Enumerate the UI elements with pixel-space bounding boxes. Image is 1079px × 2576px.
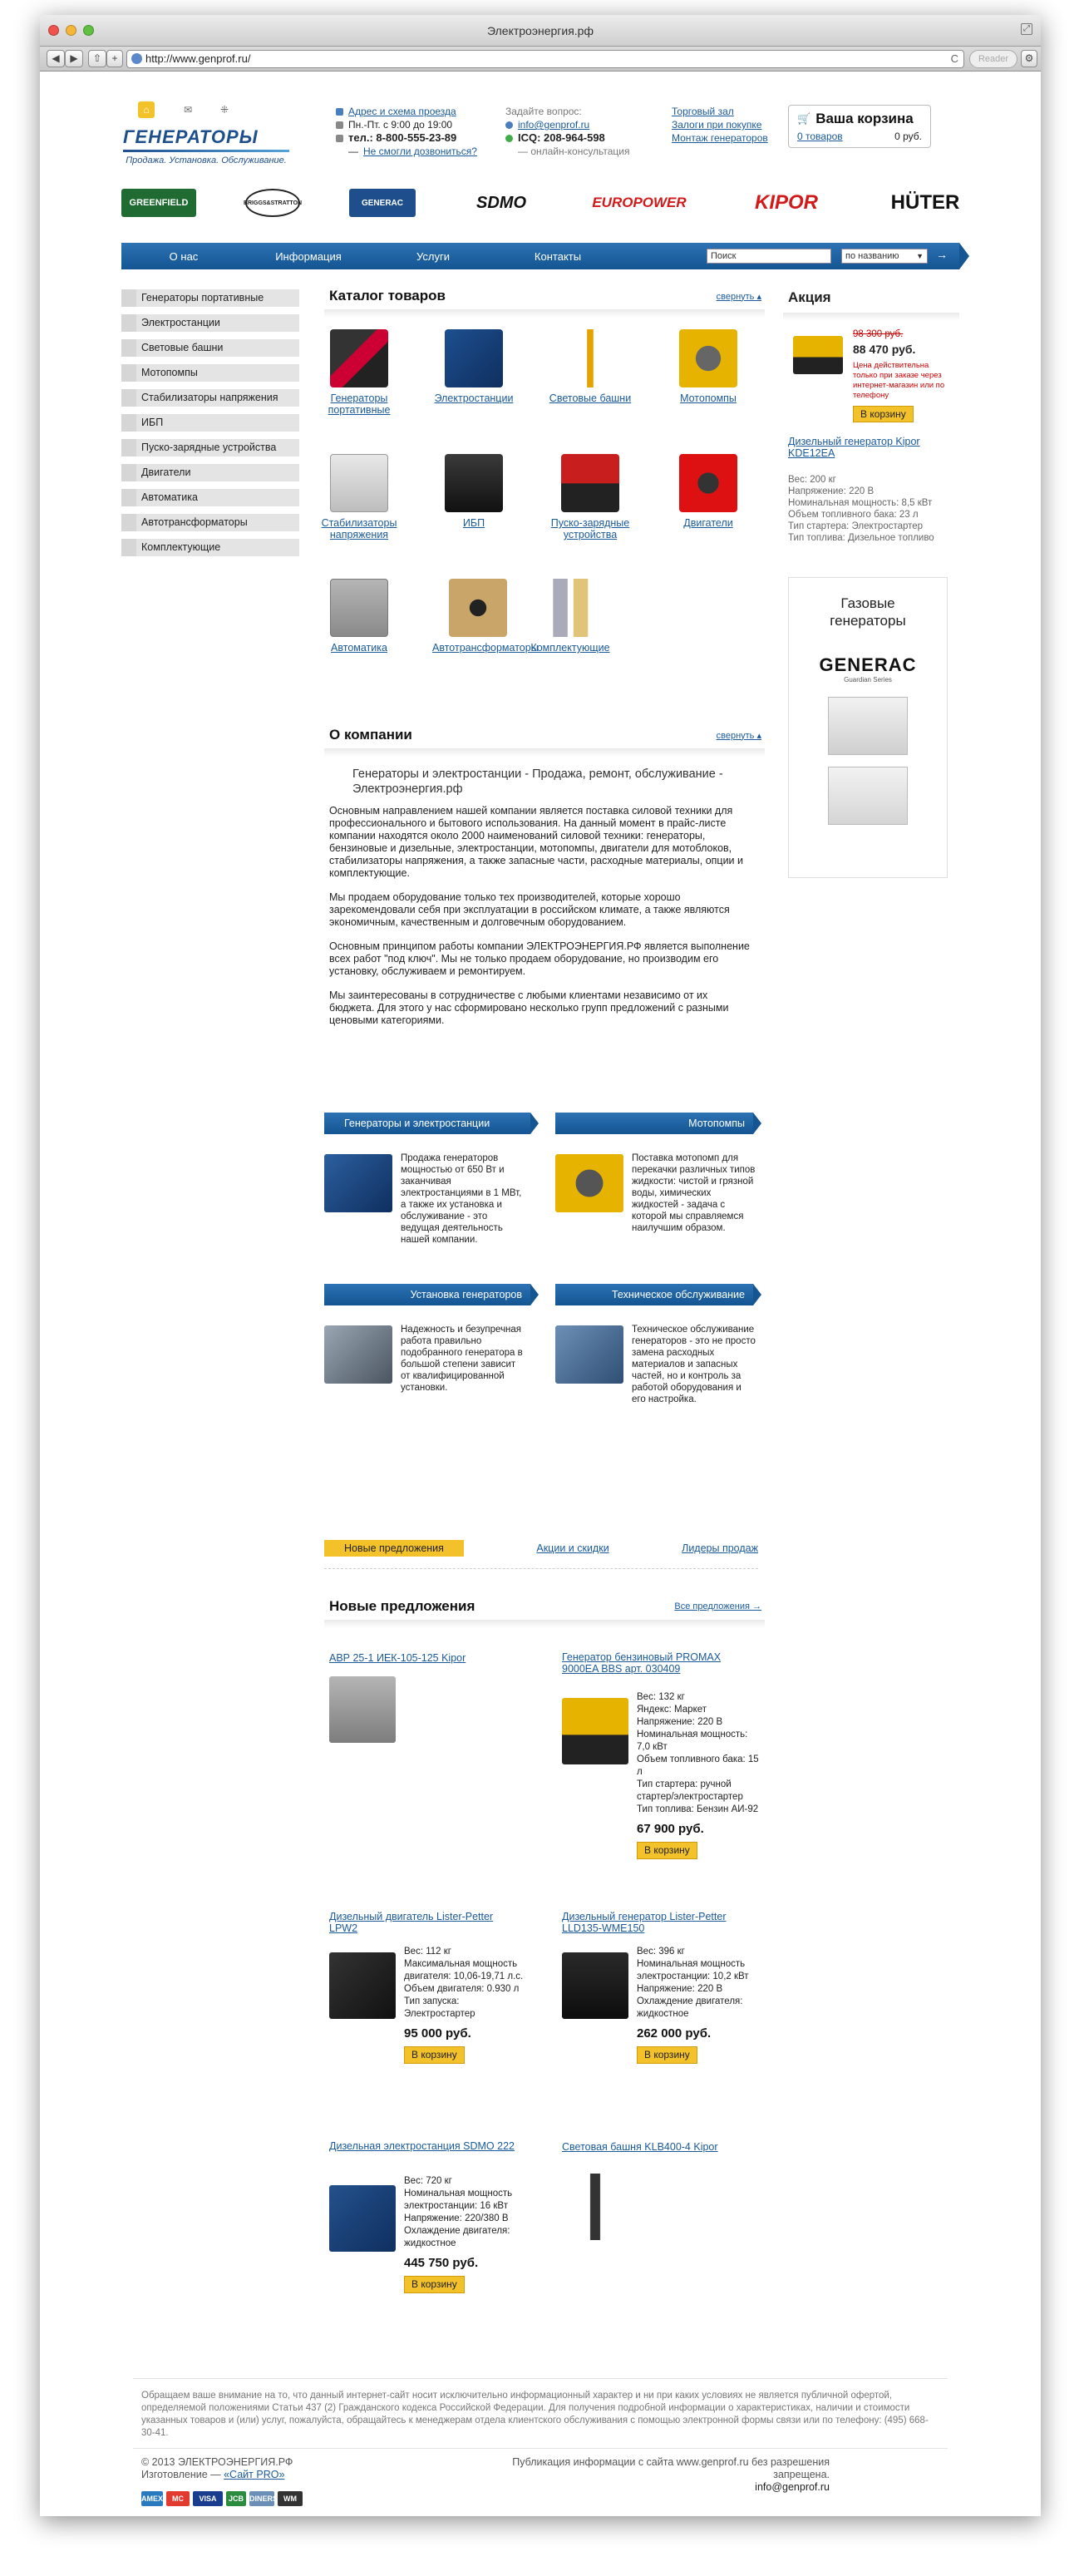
brand-generac[interactable]: GENERAC	[349, 189, 416, 217]
about-paragraph-4: Мы заинтересованы в сотрудничестве с любыми клиентами независимо от их бюджета. Для этого у нас сформировано несколько групп предложений с разными ценовыми категориями.	[329, 989, 729, 1026]
cart-widget[interactable]	[788, 105, 931, 148]
chevron-down-icon: ▼	[916, 252, 924, 260]
tabs-divider	[324, 1568, 758, 1569]
window-title: Электроэнергия.рф	[487, 24, 594, 37]
product-image[interactable]	[562, 2174, 628, 2240]
about-text	[329, 767, 753, 1039]
sidebar-item-motopumps[interactable]: Мотопомпы	[121, 364, 299, 382]
catalog-item-label: Автотрансформаторы	[432, 642, 539, 654]
promo-product-link[interactable]: Дизельный генератор Kipor KDE12EA	[788, 436, 920, 459]
product-card	[329, 2140, 529, 2373]
gas-generators-banner[interactable]	[788, 577, 948, 878]
sidebar-item-light-towers[interactable]: Световые башни	[121, 339, 299, 357]
catalog-item-label: Пуско-зарядные устройства	[550, 517, 630, 540]
product-title-link[interactable]: Генератор бензиновый PROMAX 9000EA BBS арт. 030409	[562, 1651, 722, 1675]
promo-specs	[788, 474, 954, 544]
about-paragraph-1: Основным направлением нашей компании является поставка силовой техники для профессионального и бытового использования. На данный момент в прайс-листе компании находятся около 2000 наименований силовой техники: генераторы, бензиновые и дизельные, электростанции, мотопомпы, двигатели для мотоблоков, стабилизаторы напряжения, а также запасные части, расходные материалы, опции и комплектующие.	[329, 805, 743, 879]
title-bar	[40, 15, 1041, 47]
product-specs: Вес: 396 кг Номинальная мощность электростанции: 10,2 кВт Напряжение: 220 В Охлаждение двигателя: жидкостное 262 000 руб. В корзину	[637, 1946, 761, 2064]
ask-label: Задайте вопрос:	[505, 106, 582, 117]
product-price: 445 750 руб.	[404, 2256, 479, 2270]
promo-note: Цена действительна только при заказе через интернет-магазин или по телефону	[853, 361, 945, 400]
sidebar-item-ups[interactable]: ИБП	[121, 414, 299, 432]
catalog-item-light-towers[interactable]	[549, 329, 632, 404]
catalog-item-label: Мотопомпы	[680, 392, 737, 404]
about-paragraph-3: Основным принципом работы компании ЭЛЕКТРОЭНЕРГИЯ.РФ является выполнение всех работ "под ключ". Мы не только продаем оборудование, но производим его установку, обслуживаем и ремонтируем.	[329, 940, 750, 977]
promo-old-price: 98 300 руб.	[853, 329, 904, 339]
mastercard-icon: MC	[166, 2491, 190, 2506]
promo-product-image[interactable]	[793, 336, 843, 374]
nav-item-about[interactable]: О нас	[169, 249, 199, 263]
catalog-title: Каталог товаров	[329, 288, 446, 303]
product-image[interactable]	[329, 1676, 396, 1743]
promo-title: Акция	[788, 289, 831, 305]
section-shadow	[324, 1620, 765, 1628]
service-motopumps-text: Поставка мотопомп для перекачки различных типов жидкости: чистой и грязной воды, химических жидкостей - задача с которой мы справляемся наилучшим образом.	[632, 1153, 756, 1233]
motopump-image	[679, 329, 737, 387]
promo-block	[788, 289, 954, 878]
back-button[interactable]: ◀	[47, 50, 65, 67]
catalog-item-components[interactable]	[529, 579, 612, 654]
icq-icon	[505, 135, 513, 142]
share-icon[interactable]: ⇧	[88, 50, 106, 67]
service-install-text: Надежность и безупречная работа правильно подобранного генератора в большой степени зависит от квалифицированной установки.	[401, 1325, 523, 1393]
catalog-item-autotransformers[interactable]	[432, 579, 539, 654]
product-price: 262 000 руб.	[637, 2026, 712, 2041]
new-offers-title: Новые предложения	[329, 1598, 475, 1614]
promo-spec: Напряжение: 220 В	[788, 486, 875, 496]
brand-kipor[interactable]: KIPOR	[754, 191, 818, 214]
address-bar[interactable]	[126, 50, 964, 68]
section-shadow	[324, 309, 765, 318]
footer-right	[456, 2456, 830, 2494]
callback-link[interactable]: Не смогли дозвониться?	[363, 146, 477, 157]
product-card	[329, 1911, 529, 2119]
catalog-item-label: Комплектующие	[530, 642, 610, 654]
light-tower-image	[561, 329, 619, 387]
service-install-header[interactable]: Установка генераторов	[324, 1284, 530, 1305]
add-to-cart-button[interactable]: В корзину	[404, 2046, 465, 2064]
nav-item-info[interactable]: Информация	[275, 249, 342, 263]
product-title-link[interactable]: Дизельная электростанция SDMO 222	[329, 2140, 515, 2152]
service-motopumps-image	[555, 1154, 623, 1212]
header-link-showroom[interactable]: Торговый зал	[672, 106, 734, 117]
sidebar-item-powerstations[interactable]: Электростанции	[121, 314, 299, 332]
brand-europower[interactable]: EUROPOWER	[592, 195, 687, 210]
about-header	[329, 723, 761, 747]
clock-icon	[336, 121, 343, 129]
brand-logos	[121, 186, 969, 220]
header-links	[672, 105, 788, 145]
nav-arrow-tip	[959, 243, 969, 269]
brand-huter[interactable]: HÜTER	[890, 191, 960, 214]
powerstation-image	[445, 329, 503, 387]
product-image[interactable]	[562, 1952, 628, 2019]
banner-brand-sub: Guardian Series	[844, 676, 892, 683]
amex-icon: AMEX	[141, 2491, 163, 2506]
cart-icon: 🛒	[797, 112, 811, 125]
map-pin-icon	[336, 108, 343, 116]
product-image[interactable]	[329, 2185, 396, 2252]
main-nav	[121, 243, 959, 269]
search-submit-arrow-icon[interactable]: →	[936, 248, 948, 261]
catalog-item-label: Стабилизаторы напряжения	[321, 517, 397, 540]
footer-publication-note: Публикация информации с сайта www.genprof.ru без разрешения запрещена.	[512, 2456, 830, 2480]
product-title-link[interactable]: Дизельный генератор Lister-Petter LLD135-WME150	[562, 1911, 727, 1934]
home-icon[interactable]: ⌂	[138, 101, 155, 118]
product-specs: Вес: 132 кг Яндекс: Маркет Напряжение: 220 В Номинальная мощность: 7,0 кВт Объем топливного бака: 15 л Тип стартера: ручной стартер/электростартер Тип топлива: Бензин АИ-92 67 900 руб. В корзину	[637, 1691, 761, 1859]
cart-title: Ваша корзина	[815, 111, 914, 126]
portable-generator-image	[330, 329, 388, 387]
fullscreen-icon[interactable]: ⤢	[1021, 23, 1032, 35]
nav-item-services[interactable]: Услуги	[416, 249, 450, 263]
consult-label: — онлайн-консультация	[518, 146, 630, 157]
web-page	[40, 72, 1041, 2516]
footer-copyright: © 2013 ЭЛЕКТРОЭНЕРГИЯ.РФ	[141, 2456, 293, 2468]
tab-new-offers[interactable]: Новые предложения	[324, 1540, 464, 1557]
diners-icon: DINERS	[249, 2491, 274, 2506]
browser-window	[40, 15, 1041, 2516]
section-shadow	[783, 313, 959, 321]
promo-new-price: 88 470 руб.	[853, 343, 916, 356]
sitemap-icon[interactable]: ⁜	[219, 104, 229, 116]
footer-divider	[133, 2448, 948, 2449]
visa-icon: VISA	[193, 2491, 223, 2506]
gas-generator-image	[828, 697, 908, 755]
add-to-cart-button[interactable]: В корзину	[637, 1842, 697, 1859]
sidebar	[121, 289, 299, 564]
catalog-item-powerstations[interactable]	[432, 329, 515, 404]
footer-divider	[133, 2378, 948, 2379]
service-maintenance-header[interactable]: Техническое обслуживание	[555, 1284, 753, 1305]
cart-items-link[interactable]: 0 товаров	[797, 131, 843, 142]
contacts-block: Адрес и схема проезда Пн.-Пт. с 9:00 до 19:00 тел.: 8-800-555-23-89 — Не смогли дозвониться?	[336, 105, 494, 158]
catalog-item-label: Автоматика	[331, 642, 387, 654]
add-to-cart-button[interactable]: В корзину	[637, 2046, 697, 2064]
service-generators-image	[324, 1154, 392, 1212]
catalog-item-stabilizers[interactable]	[318, 454, 401, 540]
url-text: http://www.genprof.ru/	[145, 52, 251, 65]
site-logo[interactable]	[123, 126, 289, 166]
catalog-item-motopumps[interactable]	[667, 329, 750, 404]
tab-leaders[interactable]: Лидеры продаж	[682, 1542, 758, 1554]
tab-sales[interactable]: Акции и скидки	[536, 1542, 609, 1554]
engine-image	[679, 454, 737, 512]
promo-spec: Тип топлива: Дизельное топливо	[788, 533, 934, 543]
brand-sdmo[interactable]: SDMO	[476, 193, 526, 212]
catalog-item-ups[interactable]	[432, 454, 515, 529]
product-title-link[interactable]: Дизельный двигатель Lister-Petter LPW2	[329, 1911, 494, 1934]
mail-icon[interactable]: ✉	[183, 104, 193, 116]
product-card	[562, 1911, 761, 2119]
footer-email[interactable]: info@genprof.ru	[755, 2481, 830, 2493]
header-link-deposit[interactable]: Залоги при покупке	[672, 119, 762, 131]
search-input[interactable]: Поиск	[707, 249, 831, 264]
catalog-header	[329, 284, 761, 308]
email-icon	[505, 121, 513, 129]
sidebar-item-autotransformers[interactable]: Автотрансформаторы	[121, 514, 299, 531]
sidebar-item-components[interactable]: Комплектующие	[121, 539, 299, 556]
about-collapse-link[interactable]: свернуть ▴	[716, 730, 761, 741]
catalog-item-label: ИБП	[462, 517, 485, 529]
globe-icon	[131, 53, 142, 64]
about-lead: Генераторы и электростанции - Продажа, ремонт, обслуживание - Электроэнергия.рф	[352, 767, 723, 796]
catalog-item-portable[interactable]	[318, 329, 401, 416]
sort-value: по названию	[845, 251, 899, 261]
footer-made-by: Изготовление —	[141, 2469, 221, 2480]
footer-made-by-link[interactable]: «Сайт PRO»	[224, 2469, 285, 2480]
cart-sum: 0 руб.	[894, 131, 922, 142]
logo-tagline: Продажа. Установка. Обслуживание.	[126, 155, 287, 165]
browser-toolbar	[40, 47, 1041, 72]
product-image[interactable]	[562, 1698, 628, 1764]
logo-text: ГЕНЕРАТОРЫ	[123, 126, 259, 147]
service-motopumps-header[interactable]: Мотопомпы	[555, 1113, 753, 1134]
about-title: О компании	[329, 727, 412, 743]
product-title-link[interactable]: АВР 25-1 ИЕК-105-125 Kipor	[329, 1652, 466, 1664]
catalog-item-label: Электростанции	[434, 392, 514, 404]
autotransformer-image	[449, 579, 507, 637]
promo-spec: Объем топливного бака: 23 л	[788, 510, 919, 520]
payment-logos	[141, 2491, 303, 2506]
banner-brand: GENERAC	[819, 654, 917, 675]
footer-disclaimer: Обращаем ваше внимание на то, что данный интернет-сайт носит исключительно информационный характер и ни при каких условиях не является публичной офертой, определяемой положениями Статьи 437 (2) Гражданского кодекса Российской Федерации. Для получения подробной информации о характеристиках, наличии и стоимости указанных товаров и (или) услуг, пожалуйста, обращайтесь к менеджерам отдела клиентского обслуживания с помощью электронной формы связи или по телефону: (495) 668-30-41.	[141, 2391, 929, 2438]
sidebar-item-engines[interactable]: Двигатели	[121, 464, 299, 481]
promo-spec: Тип стартера: Электростартер	[788, 521, 924, 531]
banner-title: Газовые генераторы	[830, 595, 906, 629]
promo-add-to-cart-button[interactable]: В корзину	[853, 406, 914, 422]
brand-briggs[interactable]: BRIGGS&STRATTON	[245, 189, 300, 217]
catalog-item-label: Генераторы портативные	[328, 392, 391, 416]
nav-item-contacts[interactable]: Контакты	[534, 249, 582, 263]
logo-swoosh	[123, 150, 289, 152]
footer-left	[141, 2456, 293, 2481]
sidebar-item-chargers[interactable]: Пуско-зарядные устройства	[121, 439, 299, 456]
catalog-collapse-link[interactable]: свернуть ▴	[716, 291, 761, 302]
about-paragraph-2: Мы продаем оборудование только тех производителей, которые хорошо зарекомендовали себя при эксплуатации в российском климате, а также являются экономичным, качественным и долговечным оборудованием.	[329, 891, 730, 928]
catalog-item-automation[interactable]	[318, 579, 401, 654]
promo-spec: Номинальная мощность: 8,5 кВт	[788, 498, 933, 508]
jcb-icon: JCB	[226, 2491, 246, 2506]
promo-spec: Вес: 200 кг	[788, 475, 836, 485]
sidebar-item-stabilizers[interactable]: Стабилизаторы напряжения	[121, 389, 299, 407]
email-link[interactable]: info@genprof.ru	[518, 119, 590, 131]
service-generators-text: Продажа генераторов мощностью от 650 Вт и заканчивая электростанциями в 1 МВт, а также их установка и обслуживание - это ведущая деятельность нашей компании.	[401, 1153, 522, 1245]
service-maintenance-image	[555, 1325, 623, 1384]
service-maintenance-text: Техническое обслуживание генераторов - это не просто замена расходных материалов и запасных частей, но и контроль за работой оборудования и его настройка.	[632, 1325, 756, 1404]
product-specs: Вес: 112 кг Максимальная мощность двигателя: 10,06-19,71 л.с. Объем двигателя: 0.930 л Тип запуска: Электростартер 95 000 руб. В корзину	[404, 1946, 529, 2064]
reader-button[interactable]: Reader	[969, 50, 1017, 68]
new-offers-header	[329, 1595, 761, 1618]
reload-icon[interactable]: C	[950, 52, 958, 65]
catalog-item-chargers[interactable]	[549, 454, 632, 540]
sidebar-item-automation[interactable]: Автоматика	[121, 489, 299, 506]
product-title-link[interactable]: Световая башня KLB400-4 Kipor	[562, 2141, 718, 2153]
icq-number: ICQ: 208-964-598	[518, 131, 605, 144]
ups-image	[445, 454, 503, 512]
header-link-install[interactable]: Монтаж генераторов	[672, 132, 768, 144]
catalog-item-label: Световые башни	[549, 392, 632, 404]
service-generators-header[interactable]: Генераторы и электростанции	[324, 1113, 530, 1134]
product-price: 67 900 руб.	[637, 1822, 704, 1836]
automation-cabinet-image	[330, 579, 388, 637]
components-image	[541, 579, 599, 637]
settings-gear-icon[interactable]: ⚙	[1021, 50, 1037, 67]
forward-button[interactable]: ▶	[65, 50, 83, 67]
brand-greenfield[interactable]: GREENFIELD	[121, 189, 196, 217]
offers-tabs	[324, 1537, 758, 1560]
section-shadow	[324, 748, 765, 757]
work-hours: Пн.-Пт. с 9:00 до 19:00	[348, 119, 453, 131]
stabilizer-image	[330, 454, 388, 512]
product-price: 95 000 руб.	[404, 2026, 471, 2041]
webmoney-icon: WM	[278, 2491, 303, 2506]
add-bookmark-button[interactable]: +	[106, 50, 123, 67]
catalog-item-engines[interactable]	[667, 454, 750, 529]
service-install-image	[324, 1325, 392, 1384]
phone-icon	[336, 135, 343, 142]
sidebar-item-portable[interactable]: Генераторы портативные	[121, 289, 299, 307]
sort-select[interactable]	[841, 249, 928, 264]
charger-image	[561, 454, 619, 512]
product-card	[562, 1651, 761, 1893]
catalog-item-label: Двигатели	[683, 517, 733, 529]
gas-generator-image-2	[828, 767, 908, 825]
address-link[interactable]: Адрес и схема проезда	[348, 106, 456, 117]
product-card	[562, 2140, 761, 2257]
phone-number: тел.: 8-800-555-23-89	[348, 131, 457, 144]
product-card	[329, 1651, 529, 1768]
add-to-cart-button[interactable]: В корзину	[404, 2276, 465, 2293]
product-image[interactable]	[329, 1952, 396, 2019]
product-specs: Вес: 720 кг Номинальная мощность электростанции: 16 кВт Напряжение: 220/380 В Охлаждение двигателя: жидкостное 445 750 руб. В корзину	[404, 2175, 529, 2293]
question-block	[505, 105, 663, 158]
all-offers-link[interactable]: Все предложения →	[674, 1601, 761, 1611]
